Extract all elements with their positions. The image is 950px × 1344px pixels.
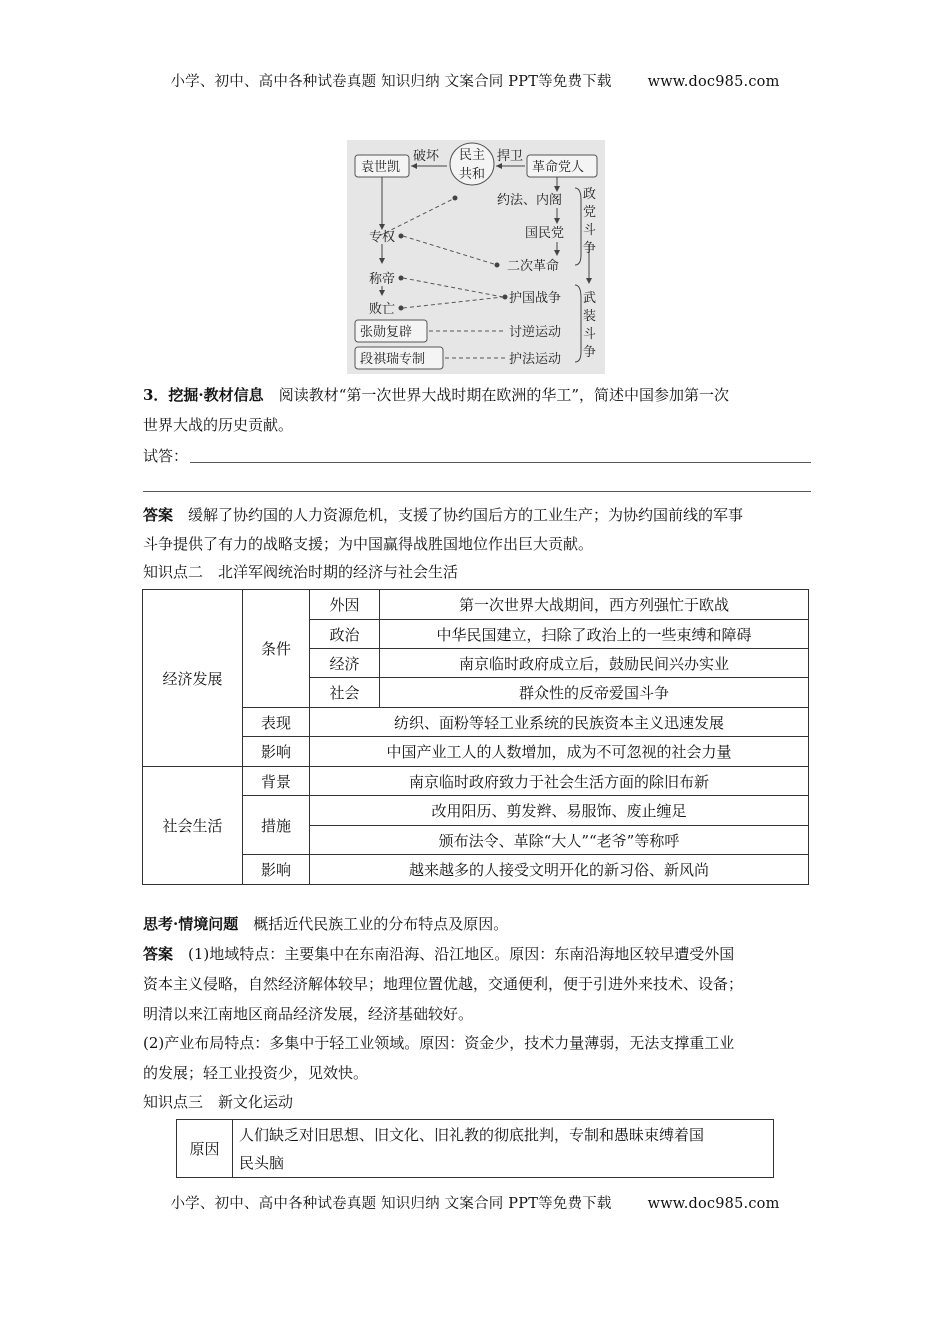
measure-1: 改用阳历、剪发辫、易服饰、废止缠足 — [310, 796, 809, 826]
q3-title: 3．挖掘·教材信息 — [143, 386, 264, 404]
huguo-dot — [503, 295, 508, 300]
q3-line-2: 世界大战的历史贡献。 — [143, 416, 294, 434]
footer-site: www.doc985.com — [647, 1196, 780, 1212]
taoni-label: 讨逆运动 — [509, 325, 562, 340]
impact-value: 中国产业工人的人数增加，成为不可忽视的社会力量 — [310, 737, 809, 767]
header-text: 小学、初中、高中各种试卷真题 知识归纳 文案合同 PPT等免费下载 — [170, 74, 612, 90]
defend-label: 捍卫 — [497, 149, 524, 164]
q3-try — [143, 441, 811, 471]
huguo-label: 护国战争 — [509, 291, 562, 306]
bw-dot — [399, 306, 404, 311]
q3-line-1 — [143, 380, 811, 410]
social-cell: 社会生活 — [143, 767, 243, 885]
economy-society-table — [142, 589, 809, 885]
reason-value-line-1: 人们缺乏对旧思想、旧文化、旧礼教的彻底批判，专制和愚昧束缚着国 — [239, 1125, 705, 1144]
eco-cell: 经济 — [310, 649, 380, 678]
eco-value: 南京临时政府成立后，鼓励民间兴办实业 — [380, 649, 809, 678]
answer2-text-1: (1)地域特点：主要集中在东南沿海、沿江地区。原因：东南沿海地区较早遭受外国 — [188, 945, 735, 963]
zhuanquan-label: 专权 — [369, 230, 396, 245]
answer2-label: 答案 — [143, 945, 174, 963]
answer2-line-2: 资本主义侵略，自然经济解体较早；地理位置优越，交通便利，便于引进外来技术、设备； — [143, 975, 744, 993]
perf-value: 纺织、面粉等轻工业系统的民族资本主义迅速发展 — [310, 708, 809, 737]
armed-char-2: 装 — [583, 309, 597, 324]
conditions-cell: 条件 — [243, 590, 310, 708]
rev-down-arrowhead — [554, 186, 560, 192]
answer1-label: 答案 — [143, 506, 174, 524]
q3-text-1: 阅读教材“第一次世界大战时期在欧洲的华工”，简述中国参加第一次 — [278, 386, 730, 404]
revolutionaries-label: 革命党人 — [532, 160, 585, 175]
struggle-arrowhead — [586, 278, 592, 284]
reason-value — [233, 1120, 774, 1178]
destroy-label: 破坏 — [413, 149, 440, 164]
second-rev-label: 二次革命 — [507, 259, 560, 274]
soc-cell: 社会 — [310, 678, 380, 708]
duan-label: 段祺瑞专制 — [360, 352, 426, 367]
yf-down-arrowhead — [554, 218, 560, 224]
measure-2: 颁布法令、革除“大人”“老爷”等称呼 — [310, 826, 809, 855]
party-char-3: 斗 — [583, 223, 597, 238]
footer-text: 小学、初中、高中各种试卷真题 知识归纳 文案合同 PPT等免费下载 — [170, 1196, 612, 1212]
impact-cell: 影响 — [243, 737, 310, 767]
kmt-down-arrowhead — [554, 250, 560, 256]
header-site: www.doc985.com — [647, 74, 780, 90]
yuefa-dot — [453, 196, 458, 201]
pol-value: 中华民国建立，扫除了政治上的一些束缚和障碍 — [380, 620, 809, 649]
zhangxun-label: 张勋复辟 — [360, 325, 413, 340]
page-header — [0, 70, 950, 91]
bg-value: 南京临时政府致力于社会生活方面的除旧布新 — [310, 767, 809, 796]
soc-value: 群众性的反帝爱国斗争 — [380, 678, 809, 708]
cd-down-arrowhead — [379, 290, 385, 296]
answer2-line-1 — [143, 939, 811, 969]
answer1-line-1 — [143, 500, 811, 530]
think-title: 思考·情境问题 — [143, 915, 239, 933]
zq-second-dash — [403, 236, 497, 265]
second-dot — [495, 263, 500, 268]
bw-huguo-dash — [403, 297, 503, 308]
diagram-svg — [347, 140, 605, 374]
answer2-line-3: 明清以来江南地区商品经济发展，经济基础较好。 — [143, 1005, 474, 1023]
party-char-1: 政 — [583, 187, 597, 202]
impact2-value: 越来越多的人接受文明开化的新习俗、新风尚 — [310, 855, 809, 885]
new-culture-table — [176, 1119, 774, 1178]
yuan-label: 袁世凯 — [361, 160, 401, 175]
baiwang-label: 败亡 — [369, 302, 396, 317]
think-line — [143, 909, 811, 939]
impact2-cell: 影响 — [243, 855, 310, 885]
chengdi-label: 称帝 — [369, 272, 396, 287]
yuefa-label: 约法、内阁 — [497, 193, 563, 208]
hufa-label: 护法运动 — [509, 352, 562, 367]
zq-dot — [399, 234, 404, 239]
cd-dot — [399, 276, 404, 281]
party-brace — [575, 188, 581, 265]
answer2-line-5: 的发展；轻工业投资少，见效快。 — [143, 1064, 369, 1082]
bg-cell: 背景 — [243, 767, 310, 796]
think-text: 概括近代民族工业的分布特点及原因。 — [253, 915, 509, 933]
kmt-label: 国民党 — [525, 226, 565, 241]
armed-char-3: 斗 — [583, 327, 597, 342]
republic-top-label: 民主 — [459, 148, 486, 163]
answer1-line-2: 斗争提供了有力的战略支援；为中国赢得战胜国地位作出巨大贡献。 — [143, 535, 594, 553]
answer2-line-4: (2)产业布局特点：多集中于轻工业领域。原因：资金少，技术力量薄弱，无法支撑重工业 — [143, 1034, 735, 1052]
answer-blank-2[interactable] — [143, 491, 811, 492]
measures-cell: 措施 — [243, 796, 310, 855]
pol-cell: 政治 — [310, 620, 380, 649]
republic-bottom-label: 共和 — [459, 167, 486, 182]
history-diagram — [347, 140, 605, 374]
armed-char-1: 武 — [583, 291, 597, 306]
answer1-text-1: 缓解了协约国的人力资源危机，支援了协约国后方的工业生产；为协约国前线的军事 — [188, 506, 744, 524]
perf-cell: 表现 — [243, 708, 310, 737]
answer-blank-1[interactable] — [190, 462, 811, 463]
ext-cell: 外因 — [310, 590, 380, 620]
econ-cell: 经济发展 — [143, 590, 243, 767]
party-char-2: 党 — [583, 205, 597, 220]
cd-huguo-dash — [403, 278, 503, 297]
party-char-4: 争 — [583, 241, 597, 256]
armed-brace — [575, 285, 581, 362]
kp2-title: 知识点二 北洋军阀统治时期的经济与社会生活 — [143, 563, 459, 581]
page-footer — [0, 1192, 950, 1213]
try-label: 试答： — [143, 447, 189, 465]
kp3-title: 知识点三 新文化运动 — [143, 1093, 294, 1111]
ext-value: 第一次世界大战期间，西方列强忙于欧战 — [380, 590, 809, 620]
reason-cell: 原因 — [177, 1120, 233, 1178]
zq-down-arrowhead — [379, 258, 385, 264]
armed-char-4: 争 — [583, 345, 597, 360]
reason-value-line-2: 民头脑 — [239, 1153, 285, 1172]
